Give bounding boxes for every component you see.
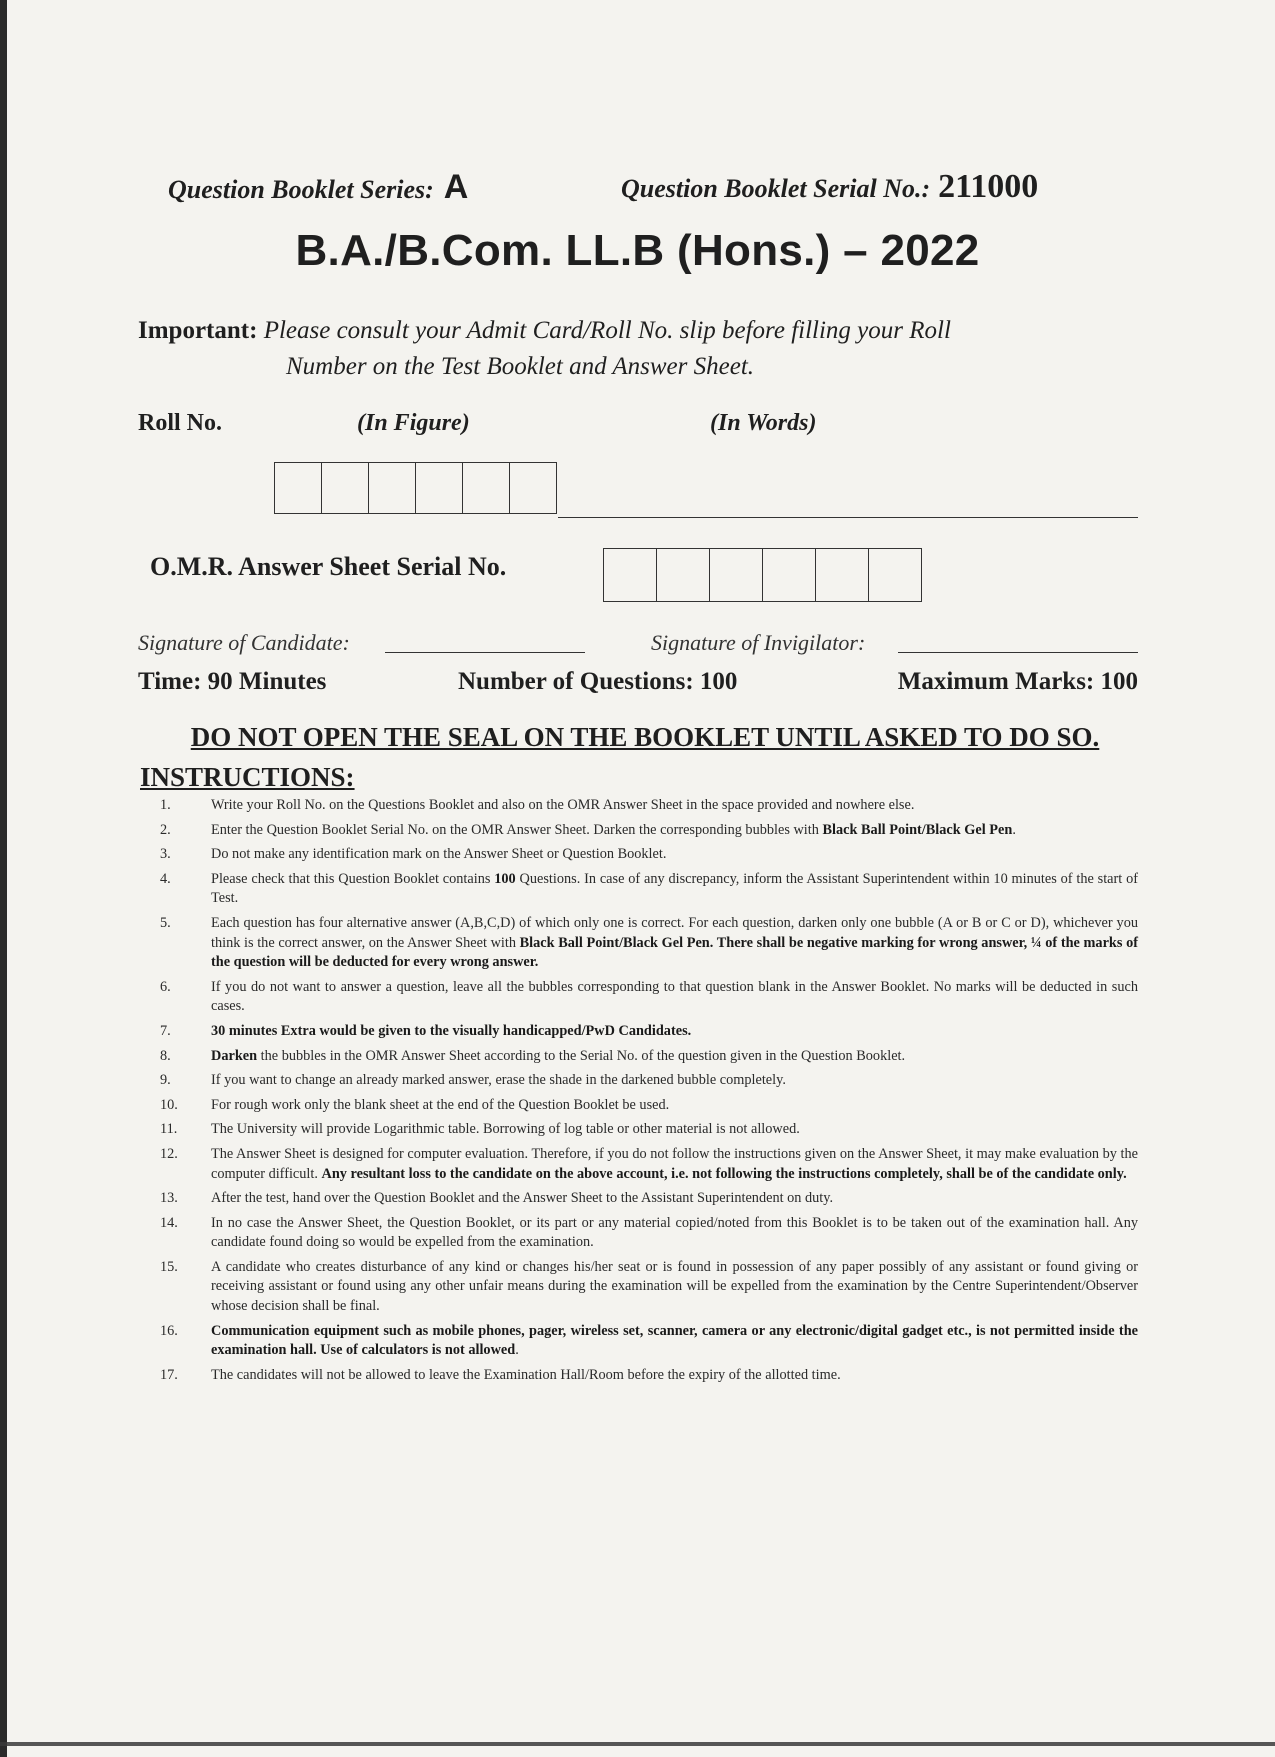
maximum-marks: Maximum Marks: 100 (897, 668, 1138, 695)
omr-digit-box[interactable] (869, 549, 921, 601)
instruction-text: Each question has four alternative answer (A,B,C,D) of which only one is correct. For each question, darken only one bubble (A or B or C or D), whichever you think is the correct answer, on the Answer Sheet with (211, 914, 1138, 951)
instruction-text: . (1012, 821, 1016, 838)
roll-digit-box[interactable] (463, 463, 510, 513)
instruction-item (160, 1366, 1138, 1386)
roll-figure-boxes[interactable] (274, 462, 557, 514)
instruction-number: 4. (160, 870, 171, 887)
instruction-text: Enter the Question Booklet Serial No. on the OMR Answer Sheet. Darken the corresponding bubbles with (211, 821, 823, 838)
omr-serial-boxes[interactable] (603, 548, 922, 602)
series-block (168, 168, 468, 207)
instruction-item (160, 821, 1138, 841)
instruction-text: In no case the Answer Sheet, the Question Booklet, or its part or any material copied/noted from this Booklet is to be taken out of the examination hall. Any candidate found doing so would be expelled from the examination. (211, 1214, 1138, 1251)
instruction-item (160, 1189, 1138, 1209)
instruction-item (160, 870, 1138, 909)
booklet-header (168, 168, 1128, 218)
instruction-text: A candidate who creates disturbance of any kind or changes his/her seat or is found in possession of any paper possibly of any assistant or found giving or receiving assistant or found using any other unfair means during the examination will be expelled from the examination by the Centre Superintendent/Observer whose decision shall be final. (211, 1258, 1138, 1315)
invigilator-signature-label: Signature of Invigilator: (651, 630, 866, 655)
seal-notice: DO NOT OPEN THE SEAL ON THE BOOKLET UNTIL ASKED TO DO SO. (190, 722, 1100, 752)
serial-label: Question Booklet Serial No.: (621, 174, 931, 203)
instruction-item (160, 1096, 1138, 1116)
instruction-number: 14. (160, 1214, 178, 1231)
instruction-number: 2. (160, 821, 171, 838)
page-title: B.A./B.Com. LL.B (Hons.) – 2022 (295, 226, 980, 275)
instruction-number: 8. (160, 1047, 171, 1064)
instruction-text: If you want to change an already marked answer, erase the shade in the darkened bubble completely. (211, 1072, 786, 1089)
instruction-item (160, 1022, 1138, 1042)
candidate-signature-label: Signature of Candidate: (138, 630, 350, 655)
important-text-line2: Number on the Test Booklet and Answer Sheet. (286, 353, 755, 380)
important-label: Important: (138, 317, 258, 344)
roll-in-words-line[interactable] (558, 517, 1138, 518)
instruction-number: 15. (160, 1258, 178, 1275)
serial-value: 211000 (938, 168, 1039, 205)
instruction-number: 6. (160, 978, 171, 995)
scan-edge-bottom (0, 1742, 1275, 1746)
instruction-item (160, 1322, 1138, 1361)
invigilator-signature-line[interactable] (898, 652, 1138, 653)
roll-digit-box[interactable] (510, 463, 556, 513)
instruction-number: 11. (160, 1121, 178, 1138)
instruction-item (160, 1047, 1138, 1067)
instruction-text-bold: Communication equipment such as mobile phones, pager, wireless set, scanner, camera or any electronic/digital gadget etc., is not permitted inside the examination hall. Use of calculators is not allowed (211, 1322, 1138, 1359)
instructions-heading: INSTRUCTIONS: (140, 762, 355, 792)
important-note (138, 313, 1138, 385)
instruction-number: 9. (160, 1072, 171, 1089)
omr-digit-box[interactable] (657, 549, 710, 601)
instruction-text: . (515, 1342, 519, 1359)
instruction-text: Please check that this Question Booklet contains (211, 870, 495, 887)
instruction-number: 16. (160, 1322, 178, 1339)
instruction-text: the bubbles in the OMR Answer Sheet according to the Serial No. of the question given in the Question Booklet. (257, 1047, 906, 1064)
omr-digit-box[interactable] (763, 549, 816, 601)
instruction-text: Do not make any identification mark on the Answer Sheet or Question Booklet. (211, 846, 667, 863)
question-count: Number of Questions: 100 (458, 668, 738, 695)
instruction-item (160, 796, 1138, 816)
omr-digit-box[interactable] (604, 549, 657, 601)
roll-digit-box[interactable] (275, 463, 322, 513)
instruction-text: After the test, hand over the Question Booklet and the Answer Sheet to the Assistant Superintendent on duty. (211, 1190, 834, 1207)
roll-in-figure-label: (In Figure) (357, 410, 470, 436)
instruction-number: 7. (160, 1022, 171, 1039)
instruction-number: 1. (160, 797, 171, 813)
instruction-number: 5. (160, 914, 171, 931)
roll-in-words-label: (In Words) (710, 410, 817, 436)
instruction-text-bold: 100 (494, 870, 516, 887)
omr-digit-box[interactable] (816, 549, 869, 601)
time-limit: Time: 90 Minutes (138, 668, 327, 695)
instruction-number: 17. (160, 1366, 178, 1383)
instruction-item (160, 978, 1138, 1017)
serial-block (621, 168, 1038, 206)
series-label: Question Booklet Series: (168, 175, 434, 204)
instruction-item (160, 1214, 1138, 1253)
instruction-item (160, 845, 1138, 865)
instruction-text: The University will provide Logarithmic table. Borrowing of log table or other material is not allowed. (211, 1121, 800, 1138)
instruction-item (160, 914, 1138, 973)
instruction-item (160, 1258, 1138, 1317)
instruction-text: The Answer Sheet is designed for computer evaluation. Therefore, if you do not follow the instructions given on the Answer Sheet, it may make evaluation by the computer difficult. (211, 1145, 1138, 1182)
instruction-text-bold: Black Ball Point/Black Gel Pen. There shall be negative marking for wrong answer, ¼ of the marks of the question will be deducted for every wrong answer. (211, 934, 1138, 971)
important-text-line1: Please consult your Admit Card/Roll No. slip before filling your Roll (263, 317, 951, 344)
instruction-item (160, 1071, 1138, 1091)
instruction-text-bold: 30 minutes Extra would be given to the visually handicapped/PwD Candidates. (211, 1022, 692, 1039)
instruction-number: 3. (160, 846, 171, 863)
instruction-item (160, 1120, 1138, 1140)
instruction-text-bold: Darken (211, 1047, 258, 1064)
instruction-item (160, 1145, 1138, 1184)
instruction-number: 10. (160, 1096, 178, 1113)
omr-digit-box[interactable] (710, 549, 763, 601)
roll-digit-box[interactable] (416, 463, 463, 513)
instruction-number: 12. (160, 1145, 178, 1162)
instruction-text: The candidates will not be allowed to leave the Examination Hall/Room before the expiry of the allotted time. (211, 1366, 841, 1383)
candidate-signature-line[interactable] (385, 652, 585, 653)
series-value: A (443, 168, 469, 206)
instruction-text-bold: Black Ball Point/Black Gel Pen (822, 821, 1013, 838)
roll-digit-box[interactable] (322, 463, 369, 513)
instruction-text: For rough work only the blank sheet at the end of the Question Booklet be used. (211, 1096, 670, 1113)
instruction-number: 13. (160, 1190, 178, 1207)
omr-serial-label: O.M.R. Answer Sheet Serial No. (150, 552, 507, 581)
roll-digit-box[interactable] (369, 463, 416, 513)
instruction-text: If you do not want to answer a question, leave all the bubbles corresponding to that question blank in the Answer Booklet. No marks will be deducted in such cases. (211, 978, 1138, 1015)
instruction-text: Write your Roll No. on the Questions Booklet and also on the OMR Answer Sheet in the space provided and nowhere else. (211, 797, 915, 813)
roll-label: Roll No. (138, 410, 222, 436)
instruction-text-bold: Any resultant loss to the candidate on the above account, i.e. not following the instructions completely, shall be of the candidate only. (321, 1165, 1127, 1182)
instructions-list (160, 796, 1138, 1390)
instruction-text: Questions. In case of any discrepancy, inform the Assistant Superintendent within 10 minutes of the start of Test. (211, 870, 1138, 907)
